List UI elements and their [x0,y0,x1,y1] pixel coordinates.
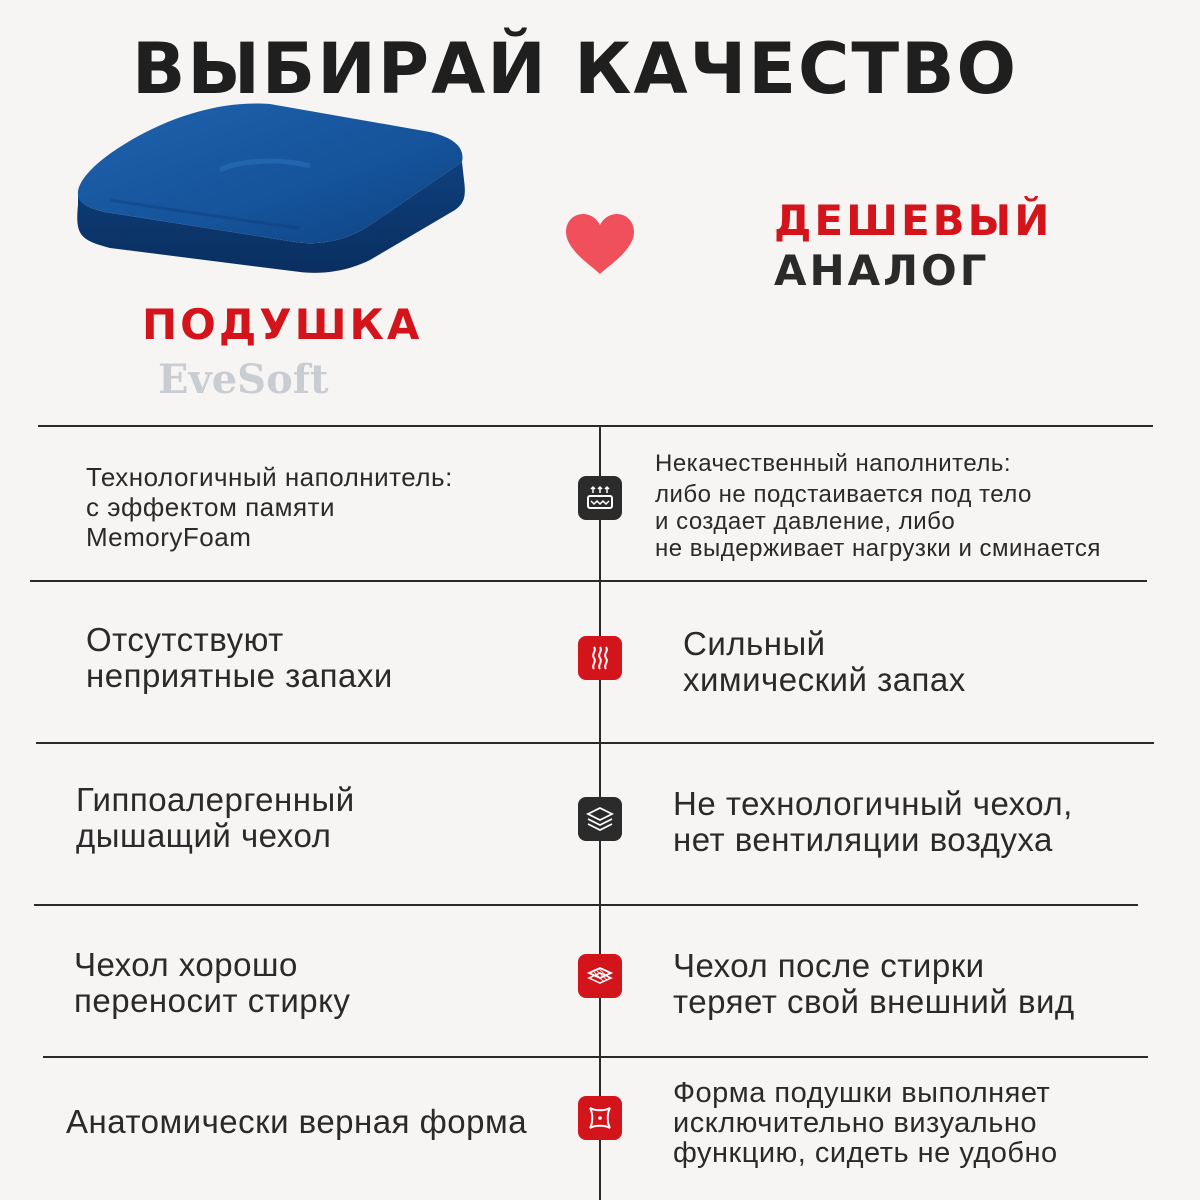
row-3-right-line: нет вентиляции воздуха [673,821,1053,858]
layers-icon [578,797,622,841]
page-title: ВЫБИРАЙ КАЧЕСТВО [131,28,1018,110]
row-1-right-line: не выдерживает нагрузки и сминается [655,535,1101,562]
row-5-right-line: функцию, сидеть не удобно [673,1137,1058,1169]
row-4-left-line: Чехол хорошо [74,946,298,983]
row-5-left [66,1104,586,1140]
cushion-image [70,100,470,280]
row-4-right-line: Чехол после стирки [673,947,985,984]
row-2-left [86,622,566,694]
row-4-right [673,948,1183,1020]
row-3-left-line: Гиппоалергенный [76,781,355,818]
right-header-title: ДЕШЕВЫЙ [774,196,1053,245]
heart-icon [562,212,638,276]
row-5-right [673,1078,1183,1168]
row-1-right-line: либо не подстаивается под тело [655,481,1032,508]
row-3-left-line: дышащий чехол [76,817,332,854]
row-4-left [74,947,574,1019]
row-divider [34,904,1138,906]
row-1-right-line: Некачественный наполнитель: [655,450,1012,477]
row-1-left-line: MemoryFoam [86,522,252,552]
row-4-right-line: теряет свой внешний вид [673,983,1075,1020]
row-2-right-line: химический запах [683,661,966,698]
row-3-right-line: Не технологичный чехол, [673,785,1073,822]
right-header-subtitle: АНАЛОГ [774,246,990,295]
row-divider [38,425,1153,427]
cushion-shape-icon [578,1096,622,1140]
row-5-right-line: Форма подушки выполняет [673,1077,1051,1109]
odor-waves-icon [578,636,622,680]
row-5-right-line: исключительно визуально [673,1107,1037,1139]
row-3-left [76,782,576,854]
row-divider [36,742,1154,744]
row-1-left [86,462,566,552]
row-1-right [655,450,1195,562]
memory-foam-icon [578,476,622,520]
row-2-left-line: неприятные запахи [86,657,393,694]
brand-logo: EveSoft [158,356,329,403]
left-header-title: ПОДУШКА [142,300,423,349]
row-1-right-line: и создает давление, либо [655,508,956,535]
row-3-right [673,786,1183,858]
row-divider [30,580,1147,582]
row-4-left-line: переносит стирку [74,982,351,1019]
row-2-right-line: Сильный [683,625,826,662]
row-1-left-line: Технологичный наполнитель: [86,462,453,492]
row-divider [43,1056,1148,1058]
fabric-washing-icon [578,954,622,998]
row-1-left-line: с эффектом памяти [86,492,335,522]
row-2-left-line: Отсутствуют [86,621,284,658]
row-2-right [683,626,1183,698]
row-5-left-line: Анатомически верная форма [66,1103,528,1140]
